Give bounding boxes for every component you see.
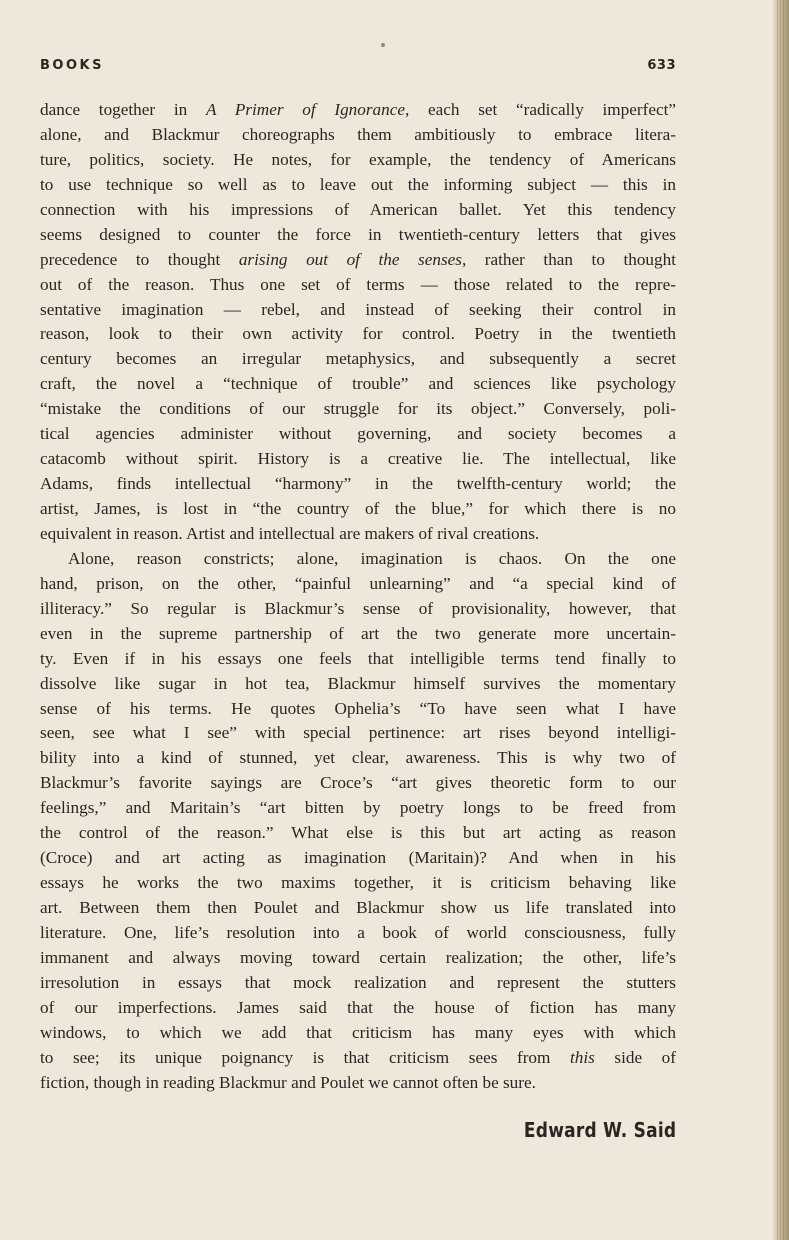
- italic-phrase: A Primer of Ignorance: [205, 100, 405, 119]
- text-line: of our imperfections. James said that the house of fiction has many: [40, 997, 676, 1017]
- text-line: essays he works the two maxims together, it is criticism behaving like: [40, 873, 676, 893]
- text-line: artist, James, is lost in “the country of the blue,” for which there is no: [40, 499, 676, 518]
- text-line: hand, prison, on the other, “painful unlearning” and “a special kind of: [40, 573, 676, 593]
- text-line: tical agencies administer without governing, and society becomes a: [40, 424, 676, 444]
- text-line: dissolve like sugar in hot tea, Blackmur himself survives the momentary: [40, 673, 676, 693]
- text-line: precedence to thought arising out of the senses, rather than to thought: [40, 249, 676, 269]
- text-line: bility into a kind of stunned, yet clear, awareness. This is why two of: [40, 748, 676, 768]
- text-line: seems designed to counter the force in twentieth-century letters that gives: [40, 224, 676, 244]
- text-line: immanent and always moving toward certain realization; the other, life’s: [40, 947, 676, 967]
- text-line: ty. Even if in his essays one feels that intelligible terms tend finally to: [40, 648, 676, 668]
- text-line: windows, to which we add that criticism has many eyes with which: [40, 1022, 676, 1042]
- author-signature: Edward W. Said: [523, 1118, 676, 1142]
- text-line: equivalent in reason. Artist and intellectual are makers of rival creations.: [40, 523, 540, 543]
- running-head: BOOKS: [40, 58, 104, 73]
- text-line: century becomes an irregular metaphysics, and subsequently a secret: [40, 349, 676, 369]
- text-line: literature. One, life’s resolution into a book of world consciousness, fully: [40, 922, 676, 942]
- text-line: the control of the reason.” What else is this but art acting as reason: [40, 823, 676, 843]
- text-line: reason, look to their own activity for control. Poetry in the twentieth: [40, 324, 676, 344]
- text-line: sense of his terms. He quotes Ophelia’s “To have seen what I have: [40, 698, 676, 718]
- text-line: alone, and Blackmur choreographs them ambitiously to embrace litera-: [40, 124, 676, 144]
- text-line: even in the supreme partnership of art the two generate more uncertain-: [40, 623, 676, 643]
- text-line: dance together in A Primer of Ignorance, each set “radically imperfect”: [40, 100, 676, 119]
- text-line: connection with his impressions of American ballet. Yet this tendency: [40, 199, 676, 219]
- text-line: catacomb without spirit. History is a creative lie. The intellectual, like: [40, 449, 676, 469]
- text-line: feelings,” and Maritain’s “art bitten by poetry longs to be freed from: [40, 798, 676, 818]
- text-line: seen, see what I see” with special pertinence: art rises beyond intelligi-: [40, 723, 676, 743]
- text-line: irresolution in essays that mock realization and represent the stutters: [40, 972, 676, 992]
- text-line: craft, the novel a “technique of trouble” and sciences like psychology: [40, 374, 676, 394]
- italic-phrase: arising out of the senses: [238, 249, 462, 269]
- page-header: [40, 58, 676, 80]
- text-line: (Croce) and art acting as imagination (Maritain)? And when in his: [40, 848, 676, 868]
- text-line: ture, politics, society. He notes, for example, the tendency of Americans: [40, 149, 676, 169]
- text-line: to see; its unique poignancy is that criticism sees from this side of: [40, 1047, 676, 1067]
- text-line: to use technique so well as to leave out the informing subject — this in: [40, 174, 676, 194]
- text-line: art. Between them then Poulet and Blackmur show us life translated into: [40, 898, 676, 917]
- text-line: out of the reason. Thus one set of terms — those related to the repre-: [40, 274, 676, 294]
- text-line: Adams, finds intellectual “harmony” in the twelfth-century world; the: [40, 474, 676, 494]
- text-line: fiction, though in reading Blackmur and Poulet we cannot often be sure.: [40, 1072, 536, 1092]
- text-line: illiteracy.” So regular is Blackmur’s sense of provisionality, however, that: [40, 598, 676, 618]
- page-number: 633: [647, 58, 676, 73]
- text-line: Blackmur’s favorite sayings are Croce’s “art gives theoretic form to our: [40, 773, 676, 793]
- italic-phrase: this: [569, 1047, 595, 1067]
- print-mark: [381, 43, 385, 47]
- text-line: sentative imagination — rebel, and instead of seeking their control in: [40, 299, 676, 319]
- body-text: [40, 98, 676, 1096]
- page-gutter-lines: [777, 0, 785, 1240]
- text-line: Alone, reason constricts; alone, imagination is chaos. On the one: [68, 548, 676, 568]
- text-line: “mistake the conditions of our struggle for its object.” Conversely, poli-: [40, 399, 676, 419]
